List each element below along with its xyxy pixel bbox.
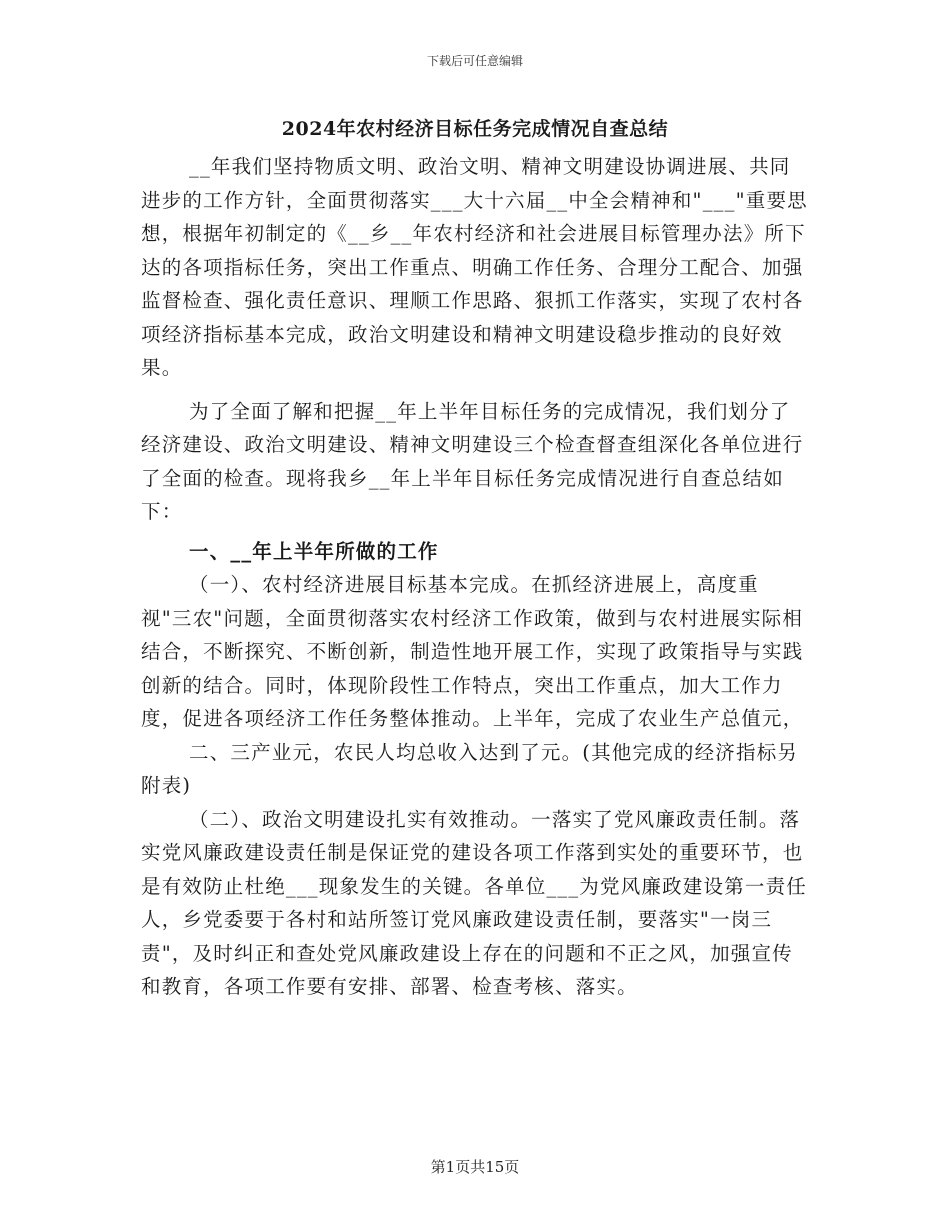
page-footer: 第1页共15页 [430,1158,520,1176]
header-note: 下载后可任意编辑 [426,54,523,68]
section-heading: 一、__年上半年所做的工作 [189,539,439,563]
paragraph-inspection: 为了全面了解和把握__年上半年目标任务的完成情况，我们划分了经济建设、政治文明建设、精神文明建设三个检查督查组深化各单位进行了全面的检查。现将我乡__年上半年目标任务完成情况进行自查总结如下： [141,399,804,523]
document-body [141,150,809,1004]
paragraph-industry: 二、三产业元，农民人均总收入达到了元。(其他完成的经济指标另附表) [141,740,799,797]
paragraph-intro: __年我们坚持物质文明、政治文明、精神文明建设协调进展、共同进步的工作方针，全面贯彻落实___大十六届__中全会精神和"___"重要思想，根据年初制定的《__乡__年农村经济和社会进展目标管理办法》所下达的各项指标任务，突出工作重点、明确工作任务、合理分工配合、加强监督检查、强化责任意识、理顺工作思路、狠抓工作落实，实现了农村各项经济指标基本完成，政治文明建设和精神文明建设稳步推动的良好效果。 [141,155,808,379]
paragraph-economy: （一）、农村经济进展目标基本完成。在抓经济进展上，高度重视"三农"问题，全面贯彻落实农村经济工作政策，做到与农村进展实际相结合，不断探究、不断创新，制造性地开展工作，实现了政策指导与实践创新的结合。同时，体现阶段性工作特点，突出工作重点，加大工作力度，促进各项经济工作任务整体推动。上半年，完成了农业生产总值元， [141,573,804,730]
document-title: 2024年农村经济目标任务完成情况自查总结 [281,118,669,140]
paragraph-politics: （二）、政治文明建设扎实有效推动。一落实了党风廉政责任制。落实党风廉政建设责任制是保证党的建设各项工作落到实处的重要环节，也是有效防止杜绝___现象发生的关键。各单位___为党风廉政建设第一责任人，乡党委要于各村和站所签订党风廉政建设责任制，要落实"一岗三责"，及时纠正和查处党风廉政建设上存在的问题和不正之风，加强宣传和教育，各项工作要有安排、部署、检查考核、落实。 [141,807,808,998]
